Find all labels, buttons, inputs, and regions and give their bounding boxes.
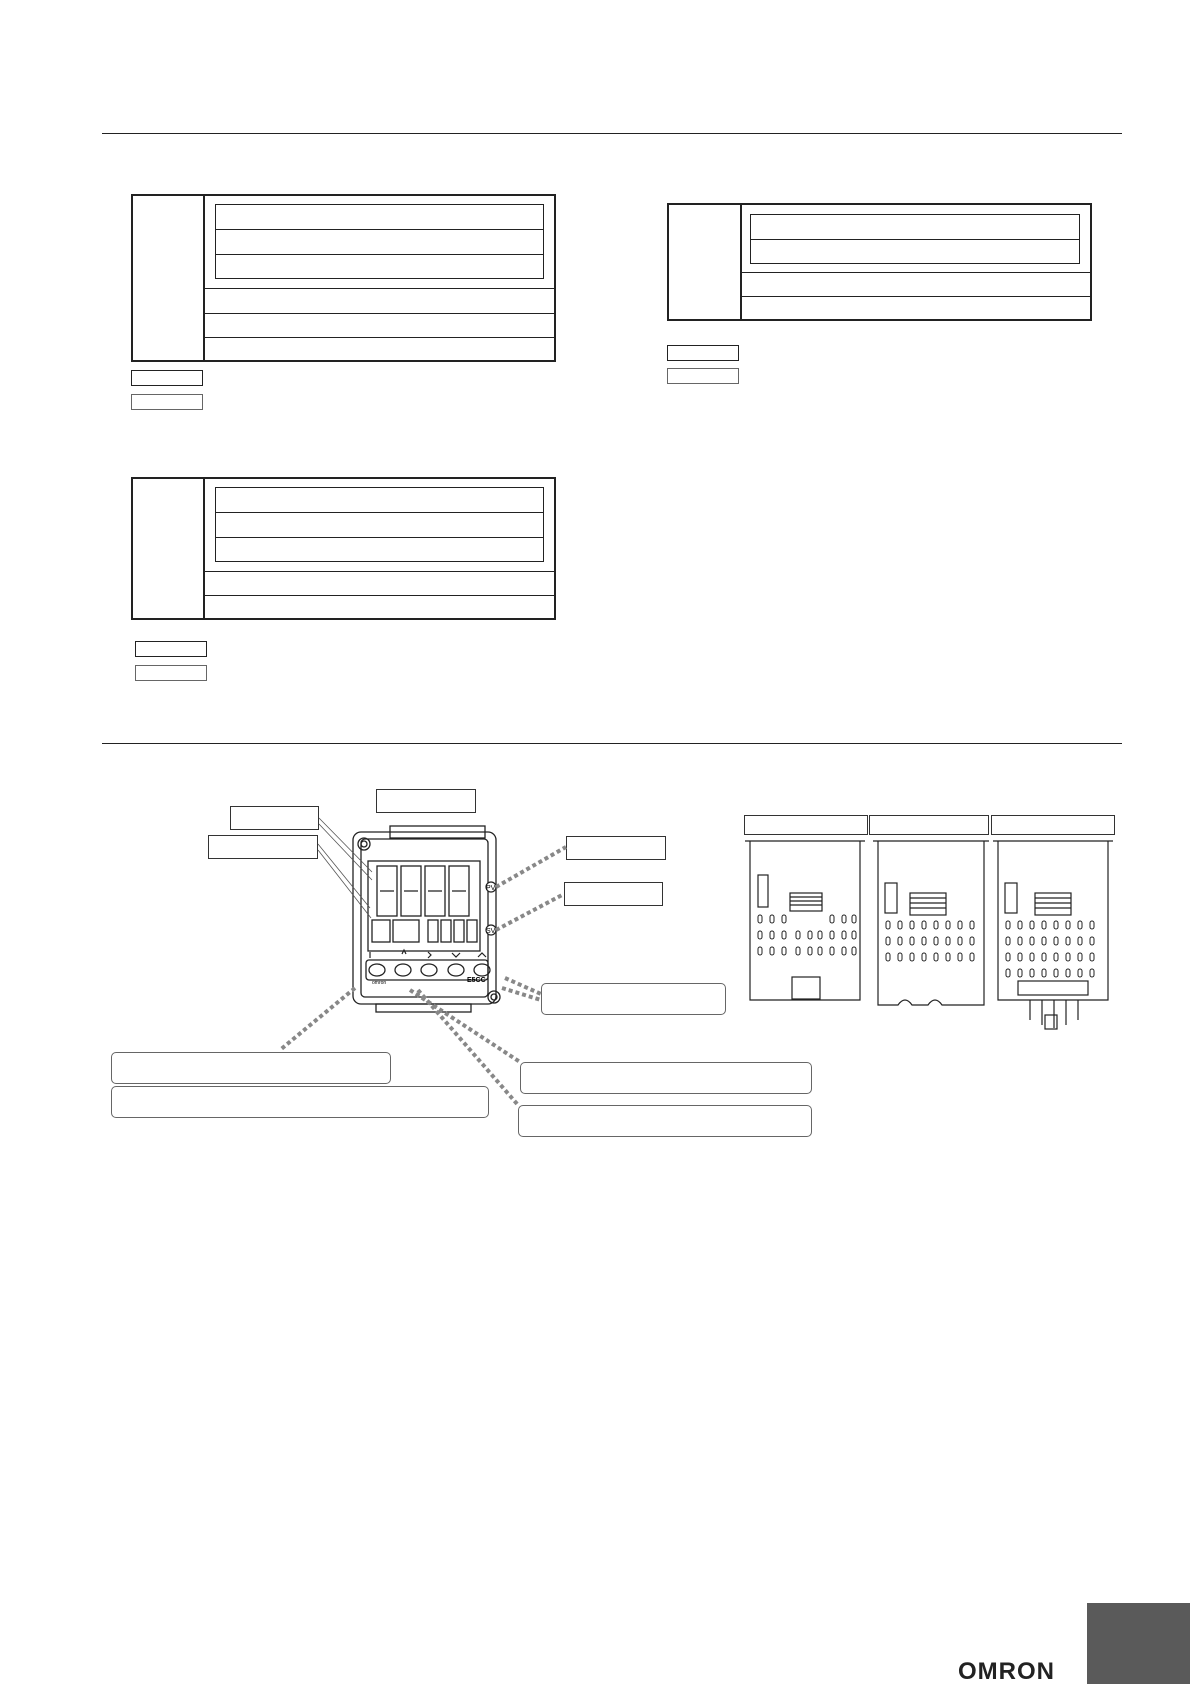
spec-table-3 (131, 477, 556, 620)
rear-view-1-body (745, 841, 865, 1000)
page-side-tab (1087, 1603, 1190, 1684)
svg-text:omron: omron (372, 980, 387, 986)
label-rear-view-2 (869, 815, 989, 835)
section-divider-top (102, 133, 1122, 134)
omron-logo: OMRON (958, 1658, 1055, 1685)
terminal-slots (758, 915, 1094, 977)
spec-table-1 (131, 194, 556, 362)
spec-table-1-header-column (133, 196, 205, 360)
svg-text:SV: SV (486, 928, 496, 935)
key-down (448, 964, 464, 976)
legend-key-1b (131, 394, 203, 410)
spec-table-2 (667, 203, 1092, 321)
spec-table-3-inner-box (215, 487, 544, 562)
legend-key-2a (667, 345, 739, 361)
legend-key-3a (135, 641, 207, 657)
legend-key-1a (131, 370, 203, 386)
legend-key-3b (135, 665, 207, 681)
display-window (368, 861, 480, 951)
pv-digits (377, 866, 469, 916)
spec-table-1-inner-box (215, 204, 544, 279)
key-pf (421, 964, 437, 976)
sv-digits (428, 920, 477, 942)
rear-view-3-body (993, 841, 1113, 1029)
label-rear-view-3 (991, 815, 1115, 835)
section-divider-middle (102, 743, 1122, 744)
label-rear-view-1 (744, 815, 868, 835)
rear-view-illustrations (740, 835, 1120, 1035)
spec-table-3-header-column (133, 479, 205, 618)
spec-table-2-inner-box (750, 214, 1080, 264)
spec-table-2-header-column (669, 205, 742, 319)
key-mode (395, 964, 411, 976)
svg-text:PV: PV (486, 885, 496, 892)
legend-key-2b (667, 368, 739, 384)
svg-text:E5CC: E5CC (467, 977, 486, 984)
key-level (369, 964, 385, 976)
